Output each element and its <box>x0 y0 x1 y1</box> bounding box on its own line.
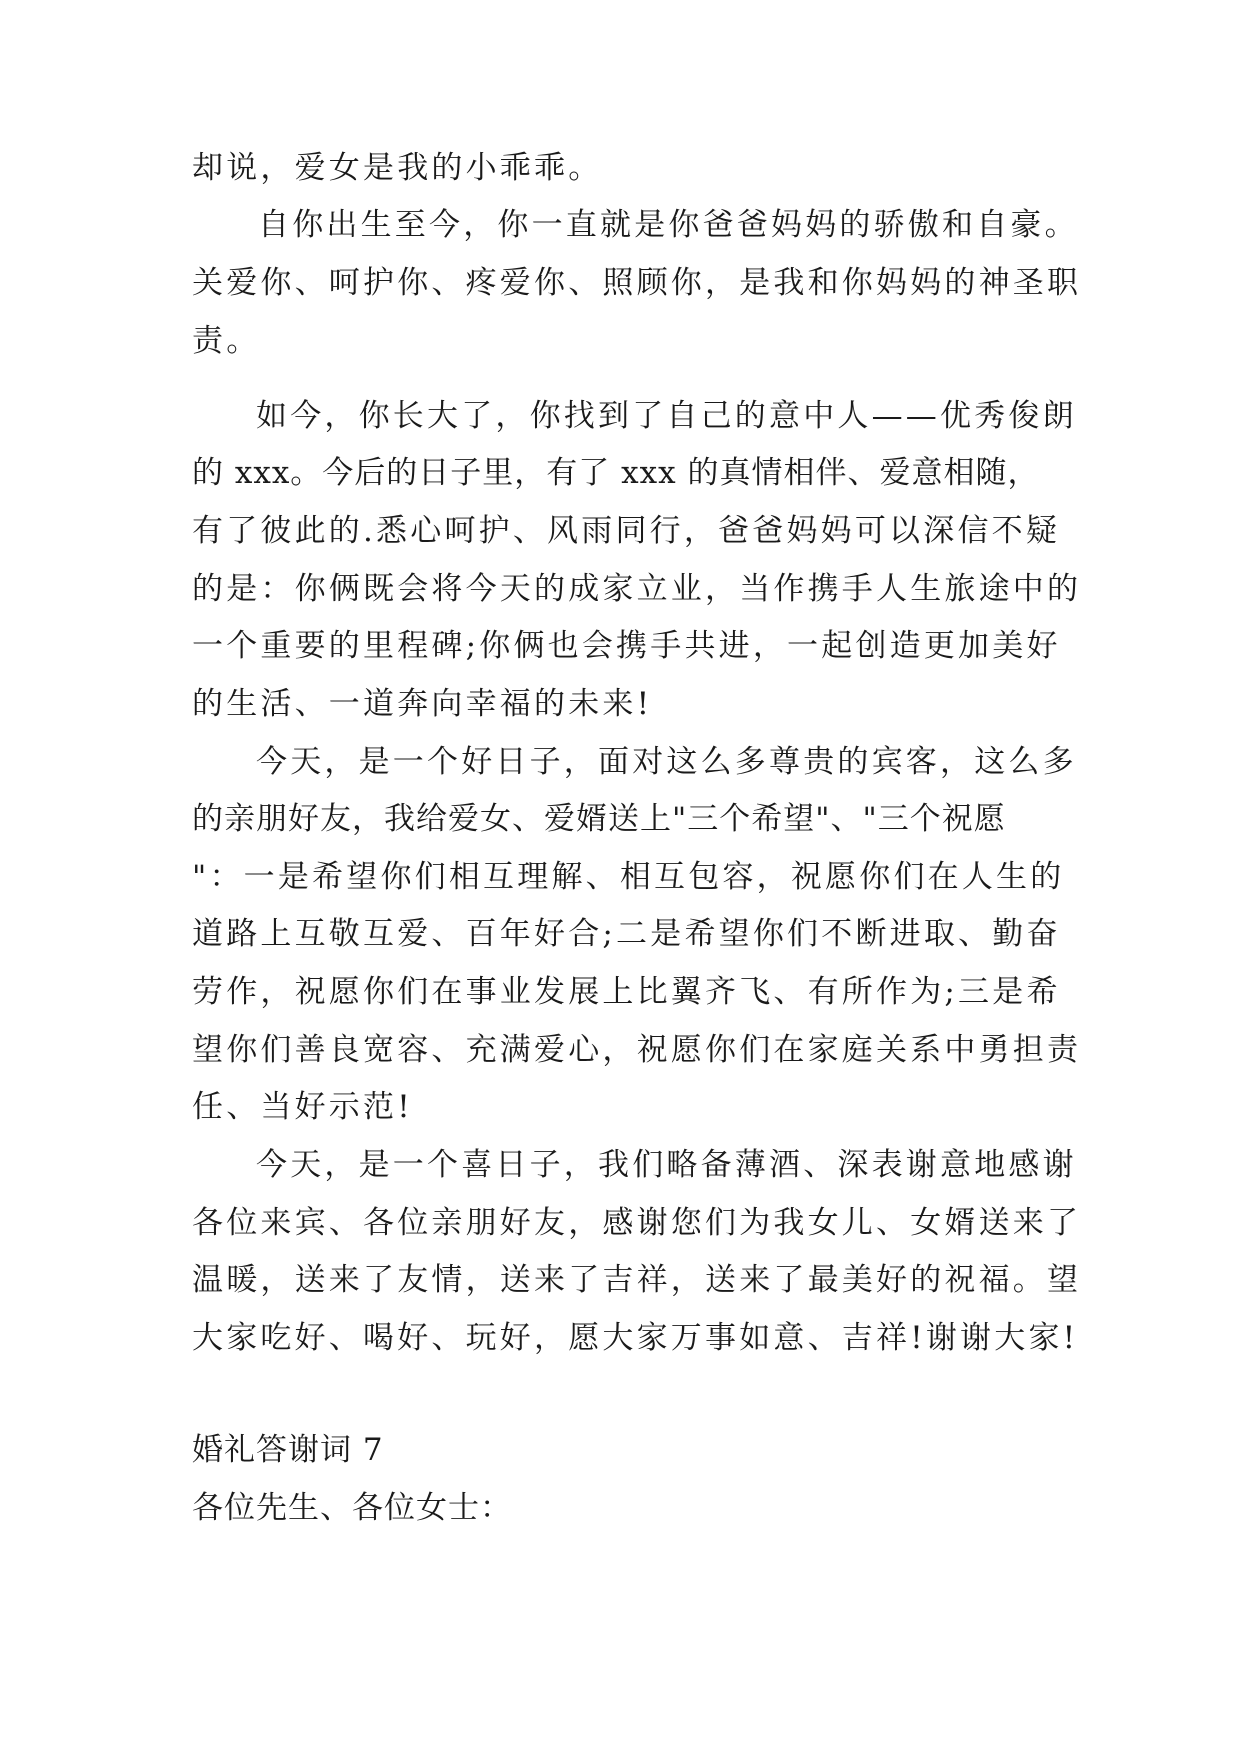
paragraph-line: 各位来宾、各位亲朋好友，感谢您们为我女儿、女婿送来了 <box>192 1205 1082 1241</box>
paragraph-line: 任、当好示范! <box>192 1089 413 1125</box>
paragraph-line: 的 xxx。今后的日子里，有了 xxx 的真情相伴、爱意相随， <box>192 455 1040 491</box>
paragraph-line: 关爱你、呵护你、疼爱你、照顾你，是我和你妈妈的神圣职 <box>192 265 1082 301</box>
paragraph-line: 的亲朋好友，我给爱女、爱婿送上"三个希望"、"三个祝愿 <box>192 801 1006 837</box>
paragraph-line: 的是：你俩既会将今天的成家立业，当作携手人生旅途中的 <box>192 571 1082 607</box>
paragraph-line: "：一是希望你们相互理解、相互包容，祝愿你们在人生的 <box>192 859 1065 895</box>
section-heading: 婚礼答谢词 7 <box>192 1432 384 1468</box>
paragraph-line: 有了彼此的.悉心呵护、风雨同行，爸爸妈妈可以深信不疑 <box>192 513 1061 549</box>
paragraph-line: 一个重要的里程碑;你俩也会携手共进，一起创造更加美好 <box>192 628 1061 664</box>
paragraph-line: 望你们善良宽容、充满爱心，祝愿你们在家庭关系中勇担责 <box>192 1032 1082 1068</box>
paragraph-line: 大家吃好、喝好、玩好，愿大家万事如意、吉祥!谢谢大家! <box>192 1320 1079 1356</box>
paragraph-line: 的生活、一道奔向幸福的未来! <box>192 686 653 722</box>
paragraph-line: 自你出生至今，你一直就是你爸爸妈妈的骄傲和自豪。 <box>258 207 1079 243</box>
paragraph-line: 却说，爱女是我的小乖乖。 <box>192 150 603 186</box>
paragraph-line: 今天，是一个喜日子，我们略备薄酒、深表谢意地感谢 <box>256 1147 1077 1183</box>
paragraph-line: 劳作，祝愿你们在事业发展上比翼齐飞、有所作为;三是希 <box>192 974 1061 1010</box>
paragraph-line: 责。 <box>192 323 261 359</box>
paragraph-line: 今天，是一个好日子，面对这么多尊贵的宾客，这么多 <box>256 744 1077 780</box>
paragraph-line: 如今，你长大了，你找到了自己的意中人——优秀俊朗 <box>256 398 1077 434</box>
paragraph-line: 温暖，送来了友情，送来了吉祥，送来了最美好的祝福。望 <box>192 1262 1082 1298</box>
paragraph-line: 道路上互敬互爱、百年好合;二是希望你们不断进取、勤奋 <box>192 916 1061 952</box>
salutation-line: 各位先生、各位女士： <box>192 1490 512 1526</box>
